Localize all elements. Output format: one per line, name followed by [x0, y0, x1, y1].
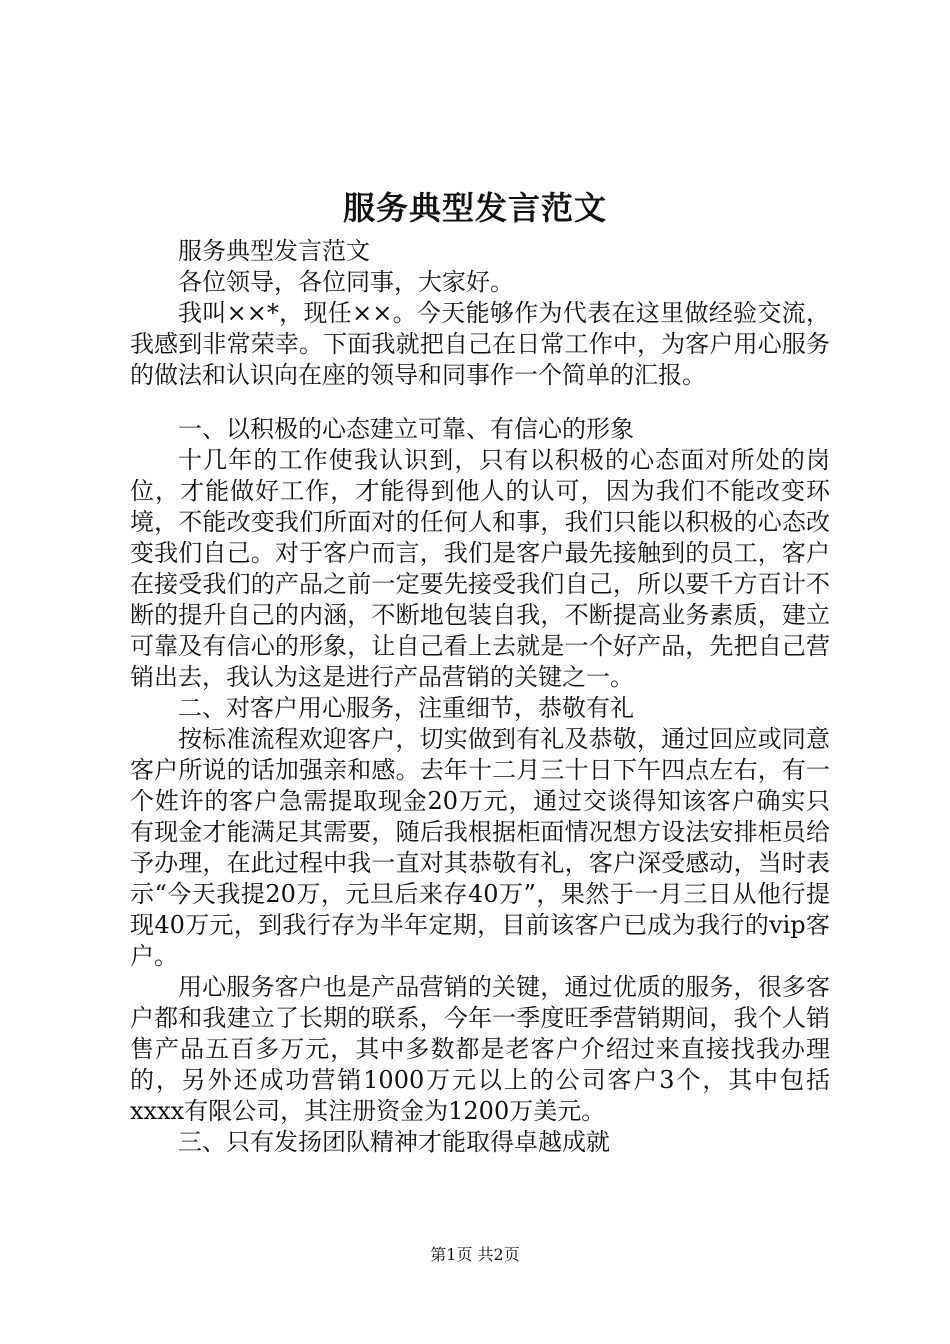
document-body: [130, 236, 830, 1158]
section-2-paragraph-1: 按标准流程欢迎客户，切实做到有礼及恭敬，通过回应或同意客户所说的话加强亲和感。去年十二月三十日下午四点左右，有一个姓许的客户急需提取现金20万元，通过交谈得知该客户确实只有现金才能满足其需要，随后我根据柜面情况想方设法安排柜员给予办理，在此过程中我一直对其恭敬有礼，客户深受感动，当时表示“今天我提20万，元旦后来存40万”，果然于一月三日从他行提现40万元，到我行存为半年定期，目前该客户已成为我行的vip客户。: [130, 725, 830, 970]
intro-paragraph: 我叫××*，现任××。今天能够作为代表在这里做经验交流，我感到非常荣幸。下面我就把自己在日常工作中，为客户用心服务的做法和认识向在座的领导和同事作一个简单的汇报。: [130, 299, 830, 389]
greeting-paragraph: 各位领导，各位同事，大家好。: [178, 268, 514, 296]
subtitle-paragraph: 服务典型发言范文: [178, 237, 370, 265]
section-heading-2: 二、对客户用心服务，注重细节，恭敬有礼: [178, 694, 634, 722]
section-heading-3: 三、只有发扬团队精神才能取得卓越成就: [178, 1128, 610, 1156]
section-heading-1: 一、以积极的心态建立可靠、有信心的形象: [178, 415, 634, 443]
section-2-paragraph-2: 用心服务客户也是产品营销的关键，通过优质的服务，很多客户都和我建立了长期的联系，今年一季度旺季营销期间，我个人销售产品五百多万元，其中多数都是老客户介绍过来直接找我办理的，另外还成功营销1000万元以上的公司客户3个，其中包括xxxx有限公司，其注册资金为1200万美元。: [130, 973, 830, 1125]
document-title: 服务典型发言范文: [342, 189, 607, 227]
section-1-paragraph: 十几年的工作使我认识到，只有以积极的心态面对所处的岗位，才能做好工作，才能得到他人的认可，因为我们不能改变环境，不能改变我们所面对的任何人和事，我们只能以积极的心态改变我们自己。对于客户而言，我们是客户最先接触到的员工，客户在接受我们的产品之前一定要先接受我们自己，所以要千方百计不断的提升自己的内涵，不断地包装自我，不断提高业务素质，建立可靠及有信心的形象，让自己看上去就是一个好产品，先把自己营销出去，我认为这是进行产品营销的关键之一。: [130, 446, 830, 691]
page-footer: 第1页 共2页: [430, 1245, 520, 1264]
